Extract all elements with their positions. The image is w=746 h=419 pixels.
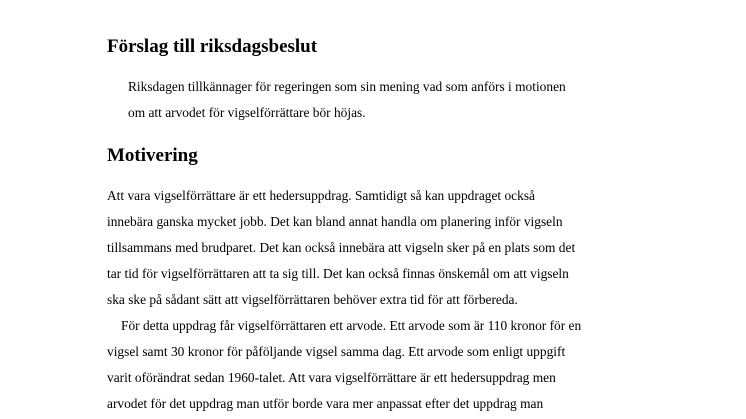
motivation-line: arvodet för det uppdrag man utför borde vara mer anpassat efter det uppdrag man xyxy=(107,396,544,411)
motivation-line: tillsammans med brudparet. Det kan också innebära att vigseln sker på en plats som det xyxy=(107,240,576,255)
motivation-line: vigsel samt 30 kronor för påföljande vigsel samma dag. Ett arvode som enligt uppgift xyxy=(107,344,566,359)
motivation-line: tar tid för vigselförrättaren att ta sig till. Det kan också finnas önskemål om att vigseln xyxy=(107,266,569,281)
proposal-line: om att arvodet för vigselförrättare bör höjas. xyxy=(128,105,366,120)
motivation-line: ska ske på sådant sätt att vigselförrättaren behöver extra tid för att förbereda. xyxy=(107,292,518,307)
motivation-line: innebära ganska mycket jobb. Det kan bland annat handla om planering inför vigseln xyxy=(107,214,563,229)
proposal-line: Riksdagen tillkännager för regeringen som sin mening vad som anförs i motionen xyxy=(128,79,566,94)
motivation-line: För detta uppdrag får vigselförrättaren ett arvode. Ett arvode som är 110 kronor för en xyxy=(121,318,582,333)
motivation-heading: Motivering xyxy=(107,145,198,166)
proposal-heading: Förslag till riksdagsbeslut xyxy=(107,36,318,57)
motivation-line: Att vara vigselförrättare är ett hedersuppdrag. Samtidigt så kan uppdraget också xyxy=(107,188,535,203)
motivation-line: varit oförändrat sedan 1960-talet. Att vara vigselförrättare är ett hedersuppdrag men xyxy=(107,370,556,385)
